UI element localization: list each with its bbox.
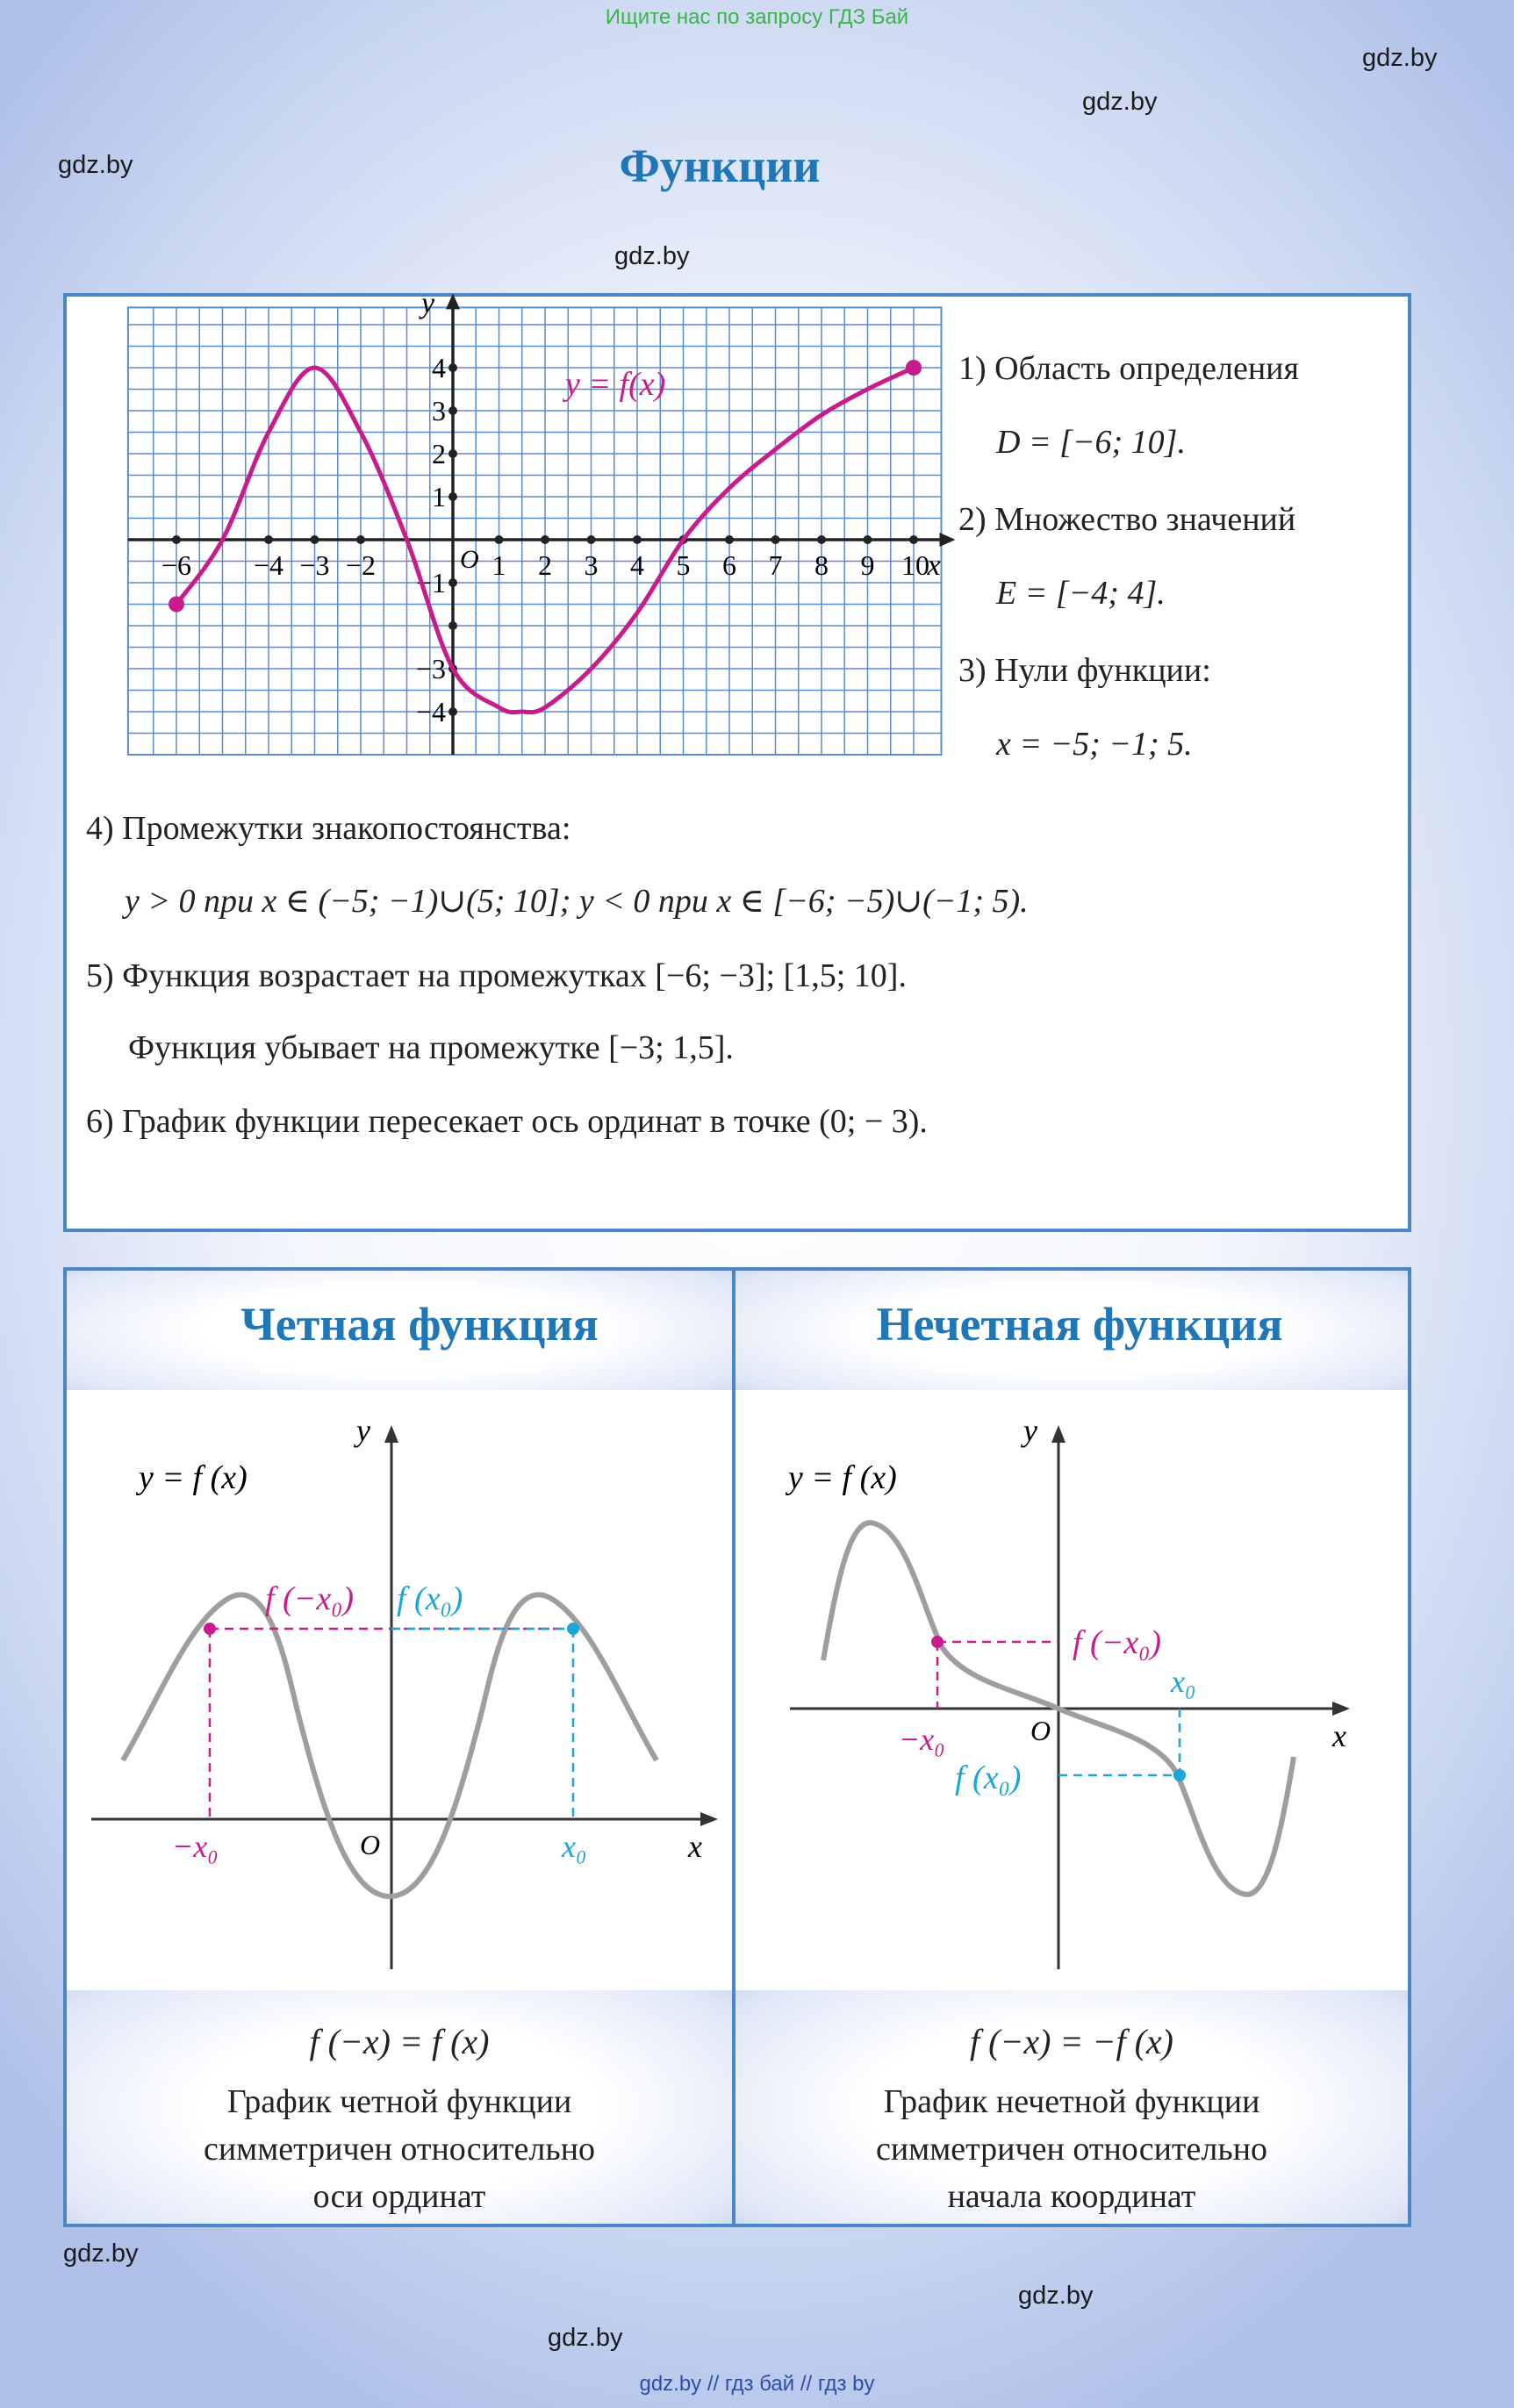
curve-start-point [169, 597, 184, 613]
x-tick-dot [864, 535, 872, 544]
x-tick-dot [311, 535, 319, 544]
odd-header: Нечетная функция [876, 1298, 1283, 1351]
even-point-left [204, 1623, 216, 1635]
even-y-axis-label: y [356, 1413, 370, 1448]
origin-label: O [460, 545, 479, 574]
property-1-title: 1) Область определения [958, 350, 1299, 387]
property-4-value: y > 0 при x ∈ (−5; −1)∪(5; 10]; y < 0 при x ∈ [−6; −5)∪(−1; 5). [125, 883, 1029, 920]
odd-f-pos-label: f (x₀) [955, 1759, 1022, 1796]
property-2-value: E = [−4; 4]. [996, 575, 1166, 612]
y-axis-label: y [421, 287, 435, 320]
odd-neg-x0-label: −x₀ [899, 1722, 945, 1757]
watermark: gdz.by [1362, 44, 1438, 72]
x-tick-dot [771, 535, 780, 544]
even-x0-label: x₀ [562, 1829, 587, 1864]
odd-point-pos [1173, 1769, 1186, 1781]
curve-end-point [906, 360, 922, 376]
page-title: Функции [619, 140, 821, 192]
odd-function-graph [735, 1392, 1408, 1989]
graph-grid [128, 307, 942, 755]
y-tick-dot [448, 707, 457, 716]
odd-x0-label: x₀ [1171, 1664, 1196, 1699]
x-tick-label: 5 [676, 549, 691, 581]
property-5-decrease: Функция убывает на промежутке [−3; 1,5]. [128, 1029, 734, 1066]
x-tick-dot [356, 535, 365, 544]
property-1-value: D = [−6; 10]. [996, 424, 1186, 461]
x-tick-label: −6 [161, 549, 192, 581]
odd-formula: f (−x) = −f (x) [970, 2022, 1173, 2061]
x-tick-label: −4 [253, 549, 284, 581]
y-tick-dot [448, 492, 457, 501]
odd-f-neg-label: f (−x₀) [1073, 1624, 1162, 1661]
y-tick-dot [448, 406, 457, 415]
x-tick-label: 9 [860, 549, 875, 581]
even-function-graph [67, 1392, 732, 1989]
y-tick-label: 3 [432, 395, 446, 426]
property-2-title: 2) Множество значений [958, 501, 1296, 538]
property-3-value: x = −5; −1; 5. [996, 726, 1193, 763]
even-y-arrow [384, 1425, 398, 1443]
x-tick-label: −3 [299, 549, 330, 581]
x-tick-dot [909, 535, 918, 544]
graph-label: y = f(x) [565, 366, 666, 403]
grid-frame [128, 307, 942, 755]
watermark: gdz.by [63, 2240, 139, 2268]
watermark: gdz.by [1082, 88, 1158, 116]
watermark: gdz.by [58, 151, 133, 179]
y-tick-dot [448, 363, 457, 372]
x-tick-label: 8 [814, 549, 829, 581]
x-tick-label: 6 [722, 549, 736, 581]
even-x-arrow [700, 1812, 718, 1826]
y-tick-dot [448, 621, 457, 630]
odd-caption-line: График нечетной функции [883, 2083, 1260, 2120]
y-tick-label: −1 [415, 567, 446, 598]
y-tick-label: 1 [432, 481, 446, 512]
x-tick-dot [541, 535, 549, 544]
x-tick-label: −2 [345, 549, 377, 581]
even-x-axis-label: x [688, 1829, 702, 1864]
odd-caption-line: начала координат [947, 2178, 1196, 2215]
odd-x-axis-label: x [1332, 1718, 1346, 1753]
x-tick-label: 10 [901, 549, 929, 581]
y-tick-dot [448, 578, 457, 587]
even-point-right [567, 1623, 579, 1635]
even-caption-line: симметричен относительно [203, 2131, 596, 2168]
even-label: y = f (x) [139, 1459, 248, 1496]
odd-y-axis-label: y [1023, 1413, 1037, 1448]
x-tick-dot [725, 535, 734, 544]
even-caption-line: оси ординат [312, 2178, 486, 2215]
watermark: gdz.by [548, 2324, 623, 2352]
x-tick-dot [264, 535, 273, 544]
property-3-title: 3) Нули функции: [958, 652, 1211, 689]
y-tick-label: −4 [415, 696, 446, 727]
odd-label: y = f (x) [788, 1459, 897, 1496]
property-4-title: 4) Промежутки знакопостоянства: [86, 810, 571, 847]
watermark: gdz.by [1018, 2282, 1094, 2310]
bottom-banner: gdz.by // гдз бай // гдз by [639, 2372, 875, 2396]
odd-caption [735, 2078, 1408, 2220]
watermark: gdz.by [614, 242, 690, 270]
top-banner: Ищите нас по запросу ГДЗ Бай [605, 5, 909, 29]
odd-y-arrow [1051, 1425, 1066, 1443]
odd-point-neg [931, 1636, 944, 1648]
even-header: Четная функция [240, 1298, 599, 1351]
x-tick-dot [172, 535, 181, 544]
x-tick-label: 7 [768, 549, 783, 581]
property-5-increase: 5) Функция возрастает на промежутках [−6; −3]; [1,5; 10]. [86, 957, 907, 994]
x-tick-dot [817, 535, 826, 544]
y-tick-dot [448, 449, 457, 458]
x-axis-label: x [927, 549, 941, 582]
x-tick-dot [495, 535, 504, 544]
x-tick-dot [587, 535, 596, 544]
x-tick-label: 2 [538, 549, 552, 581]
even-formula: f (−x) = f (x) [309, 2022, 490, 2061]
x-tick-dot [633, 535, 642, 544]
even-f-neg-label: f (−x₀) [265, 1580, 355, 1617]
y-tick-label: 4 [432, 352, 446, 383]
odd-x-arrow [1332, 1702, 1350, 1716]
odd-origin-label: O [1030, 1715, 1051, 1746]
even-neg-x0-label: −x₀ [172, 1829, 219, 1864]
function-graph [84, 287, 941, 763]
even-origin-label: O [360, 1829, 381, 1860]
x-tick-label: 3 [584, 549, 599, 581]
even-f-pos-label: f (x₀) [397, 1580, 463, 1617]
y-tick-label: 2 [432, 438, 446, 469]
even-caption-line: График четной функции [226, 2083, 572, 2120]
property-6: 6) График функции пересекает ось ординат в точке (0; − 3). [86, 1103, 928, 1140]
x-tick-label: 4 [630, 549, 644, 581]
y-tick-label: −3 [415, 653, 446, 684]
odd-caption-line: симметричен относительно [875, 2131, 1268, 2168]
x-tick-label: 1 [492, 549, 506, 581]
even-caption [67, 2078, 732, 2220]
